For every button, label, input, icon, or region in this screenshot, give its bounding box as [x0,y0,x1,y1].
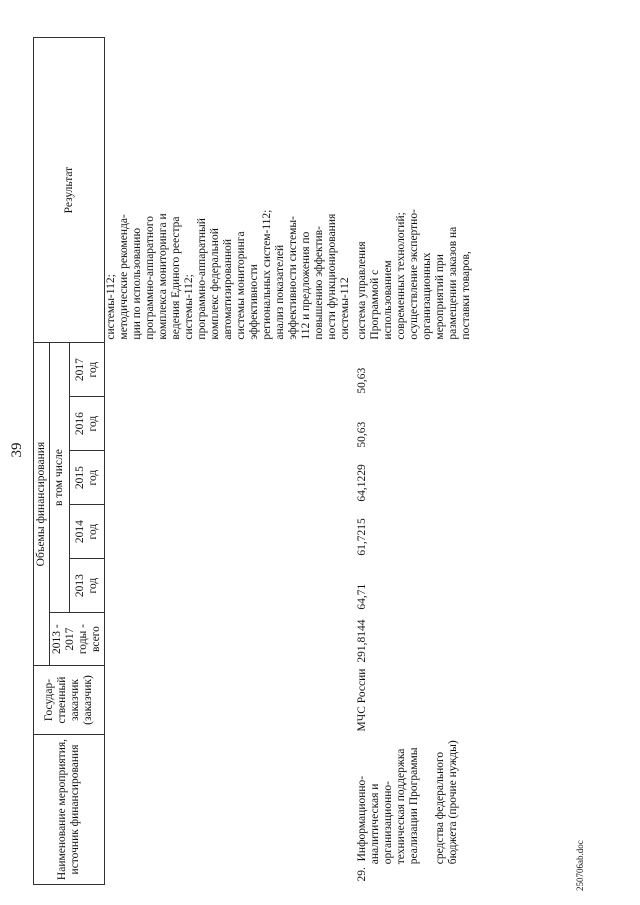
table-row-29 [352,38,473,885]
row-29-2017: 50,63 [356,367,368,394]
row-29-total: 291,8144 [356,619,368,663]
row-29-customer: МЧС России [356,668,368,732]
header-name: Наименование мероприятия, источник финансирования [34,735,105,885]
header-year-2017: 2017 год [69,343,104,397]
header-financing: Объемы финансирования [34,343,50,666]
header-including: в том числе [50,343,70,613]
table-row-continuation [105,38,353,885]
result-continuation: системы-112; методические рекоменда- ции по использованию программно-аппаратного комплекса мониторинга и ведения Единого реестра системы-112; программно-аппаратный комплекс федеральной автоматизированной системы мониторинга эффективности региональных систем-112; анализ показателей эффективности системы- 112 и предложения по повышению эффектив- ности функционирования системы-112 [105,209,351,340]
header-total: 2013 - 2017 годы - всего [50,613,105,666]
row-29-2013: 64,71 [356,583,368,610]
header-year-2013: 2013 год [69,559,104,613]
header-result: Результат [34,38,105,343]
financing-table [33,37,473,885]
row-29-2015: 64,1229 [356,464,368,502]
row-29-2016: 50,63 [356,421,368,448]
row-29-2014: 61,7215 [356,518,368,556]
header-customer: Государ- ственный заказчик (заказчик) [34,666,105,735]
header-year-2015: 2015 год [69,451,104,505]
row-29-name: 29. Информационно- аналитическая и организационно- техническая поддержка реализации Программы средства федерального бюджета (прочие нужды) [356,740,459,882]
page-number: 39 [9,442,25,458]
header-year-2014: 2014 год [69,505,104,559]
header-year-2016: 2016 год [69,397,104,451]
row-29-result: система управления Программой с использованием современных технологий; осуществление экспертно- организационных мероприятий при размещении заказов на поставки товаров, [356,209,472,340]
footer-doc-code: 250706ab.doc [575,840,585,891]
